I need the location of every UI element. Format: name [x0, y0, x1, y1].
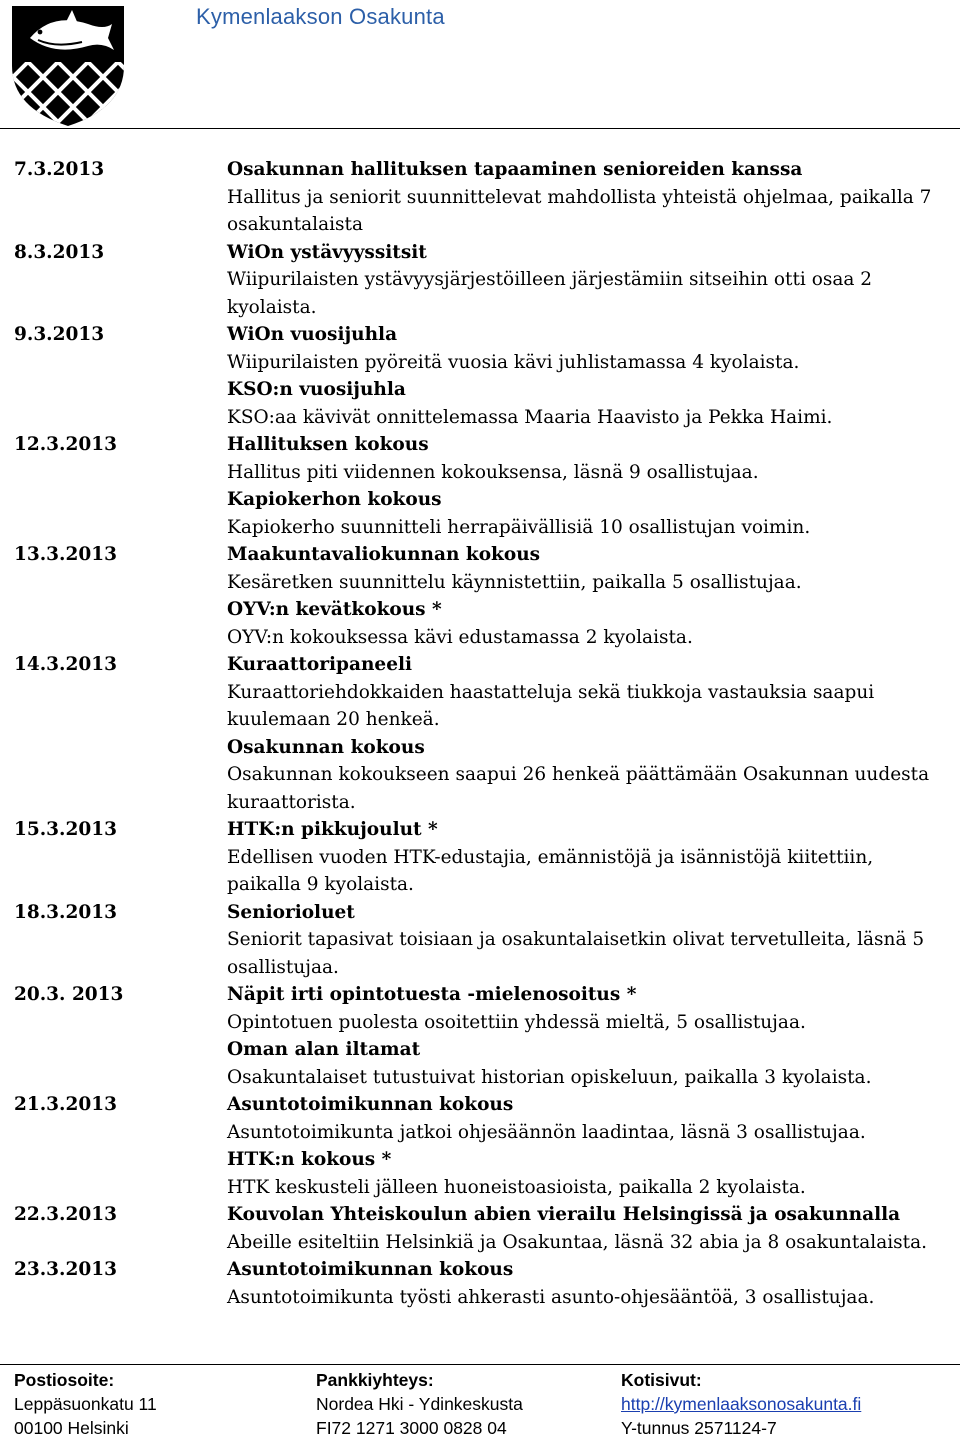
event-item — [227, 1201, 937, 1256]
event-title: Asuntotoimikunnan kokous — [227, 1094, 514, 1115]
footer-web-label: Kotisivut: — [621, 1370, 702, 1390]
event-date: 13.3.2013 — [14, 544, 117, 565]
event-entry — [0, 1201, 960, 1256]
event-entry — [0, 239, 960, 322]
event-description: Hallitus piti viidennen kokouksensa, läsnä 9 osallistujaa. — [227, 461, 759, 483]
event-entry — [0, 651, 960, 816]
event-items — [227, 321, 937, 431]
event-description: Wiipurilaisten ystävyysjärjestöilleen järjestämiin sitseihin otti osaa 2 kyolaista. — [227, 269, 873, 318]
event-description: Wiipurilaisten pyöreitä vuosia kävi juhlistamassa 4 kyolaista. — [227, 351, 800, 373]
event-items — [227, 156, 937, 239]
footer-address-postal: 00100 Helsinki — [14, 1418, 129, 1438]
footer-address-street: Leppäsuonkatu 11 — [14, 1394, 157, 1414]
event-description: OYV:n kokouksessa kävi edustamassa 2 kyolaista. — [227, 626, 693, 648]
event-title: Oman alan iltamat — [227, 1039, 421, 1060]
event-items — [227, 981, 937, 1091]
event-item — [227, 651, 937, 734]
event-date: 7.3.2013 — [14, 159, 105, 180]
event-title: WiOn vuosijuhla — [227, 324, 398, 345]
footer-bank-label: Pankkiyhteys: — [316, 1370, 434, 1390]
event-title: Kouvolan Yhteiskoulun abien vierailu Helsingissä ja osakunnalla — [227, 1204, 901, 1225]
event-item — [227, 239, 937, 322]
event-description: Kapiokerho suunnitteli herrapäivällisiä 10 osallistujan voimin. — [227, 516, 811, 538]
event-date: 18.3.2013 — [14, 901, 117, 923]
event-description: Hallitus ja seniorit suunnittelevat mahdollista yhteistä ohjelmaa, paikalla 7 osakuntalaista — [227, 186, 932, 235]
event-description: Asuntotoimikunta jatkoi ohjesäännön laadintaa, läsnä 3 osallistujaa. — [227, 1121, 866, 1143]
event-date: 20.3. 2013 — [14, 984, 124, 1005]
event-item — [227, 431, 937, 486]
event-items — [227, 651, 937, 816]
event-description: Osakunnan kokoukseen saapui 26 henkeä päättämään Osakunnan uudesta kuraattorista. — [227, 764, 930, 813]
header-divider — [0, 128, 960, 129]
event-date: 22.3.2013 — [14, 1204, 117, 1225]
footer-website-link[interactable]: http://kymenlaaksonosakunta.fi — [621, 1394, 862, 1414]
footer-address — [14, 1368, 157, 1440]
event-items — [227, 1256, 937, 1311]
event-title: WiOn ystävyyssitsit — [227, 241, 427, 263]
event-item — [227, 1036, 937, 1091]
event-description: Edellisen vuoden HTK-edustajia, emännistöjä ja isännistöjä kiitettiin, paikalla 9 kyolaista. — [227, 846, 874, 895]
event-items — [227, 431, 937, 541]
event-description: Kuraattoriehdokkaiden haastatteluja sekä tiukkoja vastauksia saapui kuulemaan 20 henkeä. — [227, 681, 875, 730]
event-description: Opintotuen puolesta osoitettiin yhdessä mieltä, 5 osallistujaa. — [227, 1011, 806, 1033]
event-title: Maakuntavaliokunnan kokous — [227, 544, 541, 565]
event-items — [227, 899, 937, 982]
event-date: 14.3.2013 — [14, 654, 117, 675]
event-title: OYV:n kevätkokous * — [227, 599, 442, 620]
event-title: Näpit irti opintotuesta -mielenosoitus * — [227, 984, 637, 1005]
footer-divider — [0, 1364, 960, 1365]
event-date: 9.3.2013 — [14, 324, 105, 345]
event-title: Hallituksen kokous — [227, 434, 429, 455]
coat-of-arms-salmon-icon — [8, 4, 128, 128]
event-item — [227, 596, 937, 651]
event-items — [227, 1201, 937, 1256]
footer-bank-iban: FI72 1271 3000 0828 04 — [316, 1418, 507, 1438]
event-item — [227, 1256, 937, 1311]
event-title: HTK:n pikkujoulut * — [227, 819, 438, 840]
event-item — [227, 899, 937, 982]
event-title: Asuntotoimikunnan kokous — [227, 1259, 514, 1280]
event-date: 12.3.2013 — [14, 434, 117, 455]
event-item — [227, 321, 937, 376]
event-description: Kesäretken suunnittelu käynnistettiin, paikalla 5 osallistujaa. — [227, 571, 802, 593]
footer-bank-name: Nordea Hki - Ydinkeskusta — [316, 1394, 523, 1414]
event-entry — [0, 321, 960, 431]
event-entry — [0, 981, 960, 1091]
event-description: Osakuntalaiset tutustuivat historian opiskeluun, paikalla 3 kyolaista. — [227, 1066, 872, 1088]
event-item — [227, 541, 937, 596]
event-entry — [0, 899, 960, 982]
event-entry — [0, 1256, 960, 1311]
event-items — [227, 239, 937, 322]
event-description: KSO:aa kävivät onnittelemassa Maaria Haavisto ja Pekka Haimi. — [227, 406, 833, 428]
event-item — [227, 816, 937, 899]
organization-name: Kymenlaakson Osakunta — [196, 4, 445, 29]
event-title: KSO:n vuosijuhla — [227, 379, 406, 400]
event-items — [227, 816, 937, 899]
footer-business-id: Y-tunnus 2571124-7 — [621, 1418, 777, 1438]
event-date: 21.3.2013 — [14, 1094, 117, 1115]
event-description: Abeille esiteltiin Helsinkiä ja Osakuntaa, läsnä 32 abia ja 8 osakuntalaista. — [227, 1231, 927, 1253]
event-description: Seniorit tapasivat toisiaan ja osakuntalaisetkin olivat tervetulleita, läsnä 5 osallistujaa. — [227, 929, 925, 978]
event-title: Seniorioluet — [227, 901, 355, 923]
event-entry — [0, 541, 960, 651]
page-header — [0, 0, 960, 132]
event-entry — [0, 816, 960, 899]
footer-web — [621, 1368, 861, 1440]
event-entry — [0, 431, 960, 541]
event-item — [227, 734, 937, 817]
event-title: Osakunnan kokous — [227, 736, 425, 758]
event-entry — [0, 156, 960, 239]
event-item — [227, 376, 937, 431]
event-item — [227, 486, 937, 541]
event-items — [227, 541, 937, 651]
event-date: 15.3.2013 — [14, 819, 117, 840]
event-list — [0, 156, 960, 1311]
event-date: 23.3.2013 — [14, 1259, 117, 1280]
event-title: Kapiokerhon kokous — [227, 489, 442, 510]
event-entry — [0, 1091, 960, 1201]
event-title: HTK:n kokous * — [227, 1149, 392, 1170]
event-item — [227, 1146, 937, 1201]
footer-bank — [316, 1368, 523, 1440]
event-description: HTK keskusteli jälleen huoneistoasioista, paikalla 2 kyolaista. — [227, 1176, 806, 1198]
event-date: 8.3.2013 — [14, 241, 105, 263]
event-item — [227, 981, 937, 1036]
footer-address-label: Postiosoite: — [14, 1370, 115, 1390]
event-title: Osakunnan hallituksen tapaaminen senioreiden kanssa — [227, 159, 803, 180]
page-footer — [0, 1360, 960, 1438]
event-title: Kuraattoripaneeli — [227, 654, 413, 675]
event-items — [227, 1091, 937, 1201]
event-item — [227, 156, 937, 239]
event-item — [227, 1091, 937, 1146]
event-description: Asuntotoimikunta työsti ahkerasti asunto-ohjesääntöä, 3 osallistujaa. — [227, 1286, 875, 1308]
